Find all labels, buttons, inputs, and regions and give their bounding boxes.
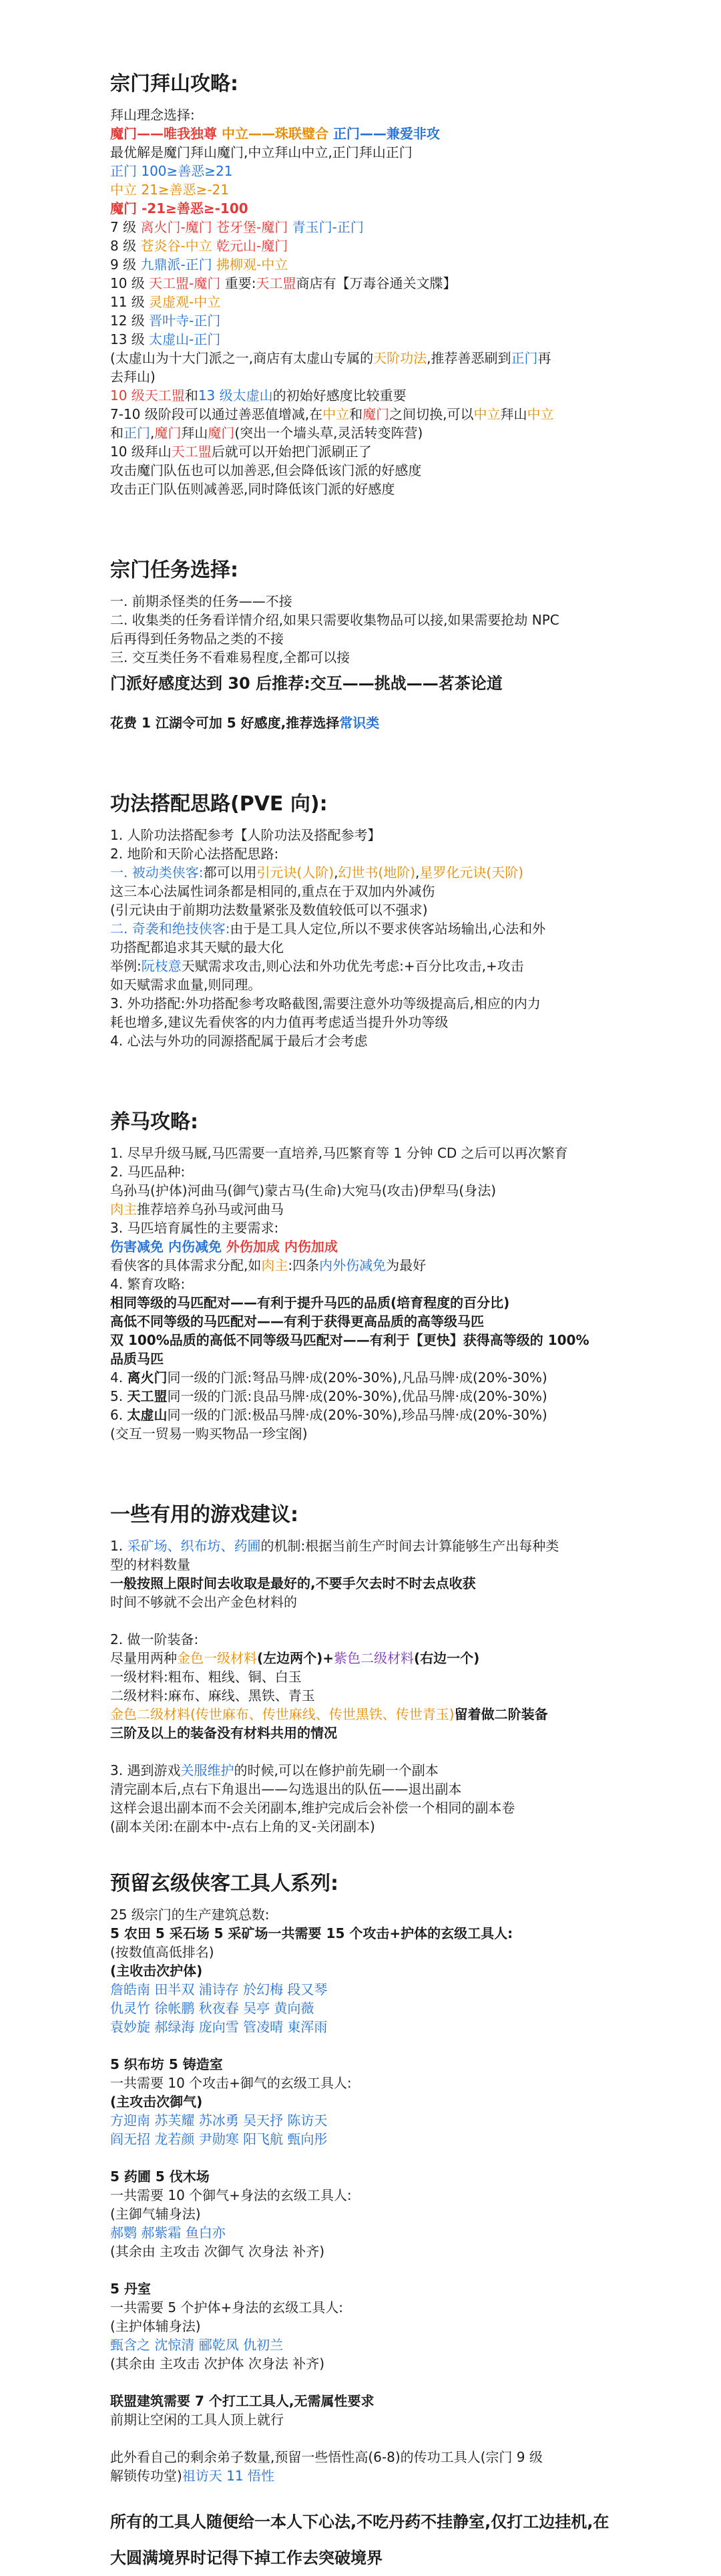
sect-horse-title: 养马攻略: — [110, 1110, 198, 1134]
text-line: 一共需要 10 个攻击+御气的玄级工具人: — [110, 2075, 352, 2091]
text-segment: 中立——珠联璧合 — [221, 126, 328, 142]
text-segment: 外伤加成 内伤加成 — [221, 1239, 338, 1255]
text-segment: 青玉门-正门 — [288, 219, 364, 235]
text-segment — [217, 126, 222, 142]
rich-line — [110, 1406, 621, 1424]
text-line: 25 级宗门的生产建筑总数: — [110, 1907, 270, 1923]
text-line: 高低不同等级的马匹配对——有利于获得更高品质的高等级马匹 — [110, 1313, 484, 1329]
text-line: (引元诀由于前期功法数量紧张及数值较低可以不强求) — [110, 902, 428, 918]
text-segment: 留着做二阶装备 — [454, 1706, 548, 1722]
rich-line — [110, 1537, 621, 1555]
text-segment: 金色二级材料(传世麻布、传世麻线、传世黑铁、传世青玉) — [110, 1706, 455, 1722]
text-segment: 太虚山 — [127, 1407, 168, 1423]
text-line: 一般按照上限时间去收取是最好的,不要手欠去时不时去点收获 — [110, 1575, 476, 1591]
rich-line — [110, 330, 621, 349]
text-segment: 紫色二级材料 — [334, 1650, 415, 1666]
text-segment: 一. 被动类侠客: — [110, 864, 204, 880]
rich-line — [110, 274, 621, 293]
text-segment: 离火门-魔门 — [140, 219, 212, 235]
text-segment: 10 级拜山 — [110, 444, 172, 460]
text-segment: 的初始好感度比较重要 — [272, 387, 407, 404]
text-segment: 1. — [110, 1538, 128, 1554]
rich-line — [110, 218, 621, 236]
text-segment: (左边两个)+ — [257, 1650, 334, 1666]
rich-line — [110, 124, 621, 143]
text-segment: 天阶功法 — [373, 350, 427, 366]
rich-line — [110, 2466, 621, 2485]
text-segment: 的机制:根据当前生产时间去计算能够生产出每种类 — [260, 1538, 559, 1554]
text-segment: 魔门 — [363, 406, 390, 422]
rich-line — [110, 424, 621, 442]
name-list: 仇灵竹 徐帐鹏 秋夜春 吴亭 黄向薇 — [110, 2000, 314, 2016]
text-line: (按数值高低排名) — [110, 1944, 214, 1960]
text-segment: 之间切换,可以 — [389, 406, 474, 422]
rich-line — [110, 1705, 621, 1724]
text-line: 最优解是魔门拜山魔门,中立拜山中立,正门拜山正门 — [110, 144, 413, 160]
rich-line — [110, 713, 621, 732]
text-line: 型的材料数量 — [110, 1557, 190, 1573]
text-segment: 苍炎谷-中立 — [140, 238, 212, 254]
text-segment: 天工盟-魔门 — [149, 275, 221, 291]
text-line: 正门 100≥善恶≥21 — [110, 163, 233, 179]
text-line: 品质马匹 — [110, 1351, 164, 1367]
text-line: 乌孙马(护体)河曲马(御气)蒙古马(生命)大宛马(攻击)伊犁马(身法) — [110, 1182, 497, 1198]
text-line: 一级材料:粗布、粗线、铜、白玉 — [110, 1669, 302, 1685]
text-line: 4. 繁育攻略: — [110, 1276, 186, 1292]
text-line: (其余由 主攻击 次护体 次身法 补齐) — [110, 2356, 325, 2372]
text-line: 3. 外功搭配:外功搭配参考攻略截图,需要注意外功等级提高后,相应的内力 — [110, 995, 541, 1011]
text-segment: 同一级的门派:弩品马牌·成(20%-30%),凡品马牌·成(20%-30%) — [167, 1370, 547, 1386]
rich-line — [110, 1368, 621, 1387]
text-line: 这样会退出副本而不会关闭副本,维护完成后会补偿一个相同的副本卷 — [110, 1800, 515, 1816]
text-line: 三. 交互类任务不看难易程度,全都可以接 — [110, 649, 350, 665]
text-segment: 九鼎派-正门 — [140, 257, 212, 273]
text-line: 时间不够就不会出产金色材料的 — [110, 1594, 297, 1610]
text-line: (其余由 主攻击 次御气 次身法 补齐) — [110, 2243, 325, 2259]
text-line: 攻击正门队伍则减善恶,同时降低该门派的好感度 — [110, 481, 395, 497]
text-line: 一共需要 10 个御气+身法的玄级工具人: — [110, 2187, 352, 2203]
rich-line — [110, 1237, 621, 1256]
text-line: (交互一贸易一购买物品一珍宝阁) — [110, 1426, 308, 1442]
text-line: (主御气辅身法) — [110, 2206, 201, 2222]
text-segment: 都可以用 — [203, 864, 257, 880]
text-line: 4. 心法与外功的同源搭配属于最后才会考虑 — [110, 1033, 368, 1049]
text-segment: 推荐培养乌孙马或河曲马 — [137, 1201, 284, 1217]
text-segment: (太虚山为十大门派之一,商店有太虚山专属的 — [110, 350, 374, 366]
rich-line — [110, 311, 621, 330]
text-line: 门派好感度达到 30 后推荐:交互——挑战——茗茶论道 — [110, 674, 503, 693]
text-segment — [328, 126, 333, 142]
text-segment: 阮枝意 — [141, 958, 182, 974]
text-segment: 离火门 — [127, 1370, 168, 1386]
rich-line — [110, 1256, 621, 1275]
sect-quest-title: 宗门任务选择: — [110, 558, 238, 582]
text-segment: 和 — [349, 406, 363, 422]
text-segment: 花费 1 江湖令可加 5 好感度,推荐选择 — [110, 715, 340, 731]
text-segment: 伤害减免 内伤减免 — [110, 1239, 222, 1255]
text-segment: , — [150, 425, 155, 441]
text-segment: 同一级的门派:良品马牌·成(20%-30%),优品马牌·成(20%-30%) — [167, 1388, 547, 1404]
text-segment: 13 级 — [110, 331, 150, 347]
rich-line — [110, 1200, 621, 1219]
name-list: 阎无招 龙若颜 尹勋寒 阳飞航 甄向彤 — [110, 2131, 328, 2147]
text-line: 三阶及以上的装备没有材料共用的情况 — [110, 1725, 337, 1741]
text-segment: 天工盟 — [171, 444, 212, 460]
rich-line — [110, 1387, 621, 1406]
text-segment: 内外伤减免 — [319, 1257, 387, 1273]
rich-line — [110, 386, 621, 405]
sect-tips-title: 一些有用的游戏建议: — [110, 1503, 298, 1526]
text-line: 3. 马匹培育属性的主要需求: — [110, 1220, 279, 1236]
sect-workers-title: 预留玄级侠客工具人系列: — [110, 1872, 338, 1895]
text-segment: 苍牙堡-魔门 — [212, 219, 288, 235]
text-line: 2. 马匹品种: — [110, 1164, 186, 1180]
text-segment: 正门——兼爱非攻 — [332, 126, 440, 142]
text-line: 此外看自己的剩余弟子数量,预留一些悟性高(6-8)的传功工具人(宗门 9 级 — [110, 2449, 543, 2465]
text-segment: 魔门 — [208, 425, 235, 441]
name-list: 郝鹦 郝紫霜 鱼白亦 — [110, 2225, 226, 2241]
text-segment: 同一级的门派:极品马牌·成(20%-30%),珍品马牌·成(20%-30%) — [167, 1407, 547, 1423]
text-line: 耗也增多,建议先看侠客的内力值再考虑适当提升外功等级 — [110, 1014, 449, 1030]
text-segment: 肉主 — [110, 1201, 137, 1217]
rich-line — [110, 405, 621, 424]
text-segment: 灵虚观-中立 — [149, 294, 221, 310]
text-segment: 拂柳观-中立 — [212, 257, 288, 273]
text-line: 拜山理念选择: — [110, 107, 195, 123]
text-segment: (右边一个) — [414, 1650, 480, 1666]
text-segment: 金色一级材料 — [177, 1650, 257, 1666]
text-line: 1. 人阶功法搭配参考【人阶功法及搭配参考】 — [110, 827, 381, 843]
text-segment: 3. 遇到游戏 — [110, 1762, 181, 1778]
text-line: 魔门 -21≥善恶≥-100 — [110, 200, 248, 216]
text-segment: 12 级 — [110, 313, 150, 329]
text-line: (主攻击次御气) — [110, 2094, 203, 2110]
rich-line — [110, 293, 621, 311]
sect-pilgrimage-title: 宗门拜山攻略: — [110, 72, 238, 96]
text-segment: 由于是工具人定位,所以不要求侠客站场输出,心法和外 — [230, 921, 546, 937]
text-line: 5 药圃 5 伐木场 — [110, 2168, 210, 2185]
text-segment: 天工盟 — [256, 275, 296, 291]
text-line: 联盟建筑需要 7 个打工工具人,无需属性要求 — [110, 2393, 375, 2409]
text-segment: 7-10 级阶段可以通过善恶值增减,在 — [110, 406, 323, 422]
text-line: 5 织布坊 5 铸造室 — [110, 2056, 223, 2072]
text-segment: , — [334, 864, 338, 880]
text-segment: 天赋需求攻击,则心法和外功优先考虑:+百分比攻击,+攻击 — [181, 958, 524, 974]
name-list: 詹皓南 田半双 浦诗存 於幻梅 段又琴 — [110, 1981, 328, 1997]
text-line: 如天赋需求血量,则同理。 — [110, 977, 262, 993]
rich-line — [110, 236, 621, 255]
text-segment: 的时候,可以在修护前先刷一个副本 — [234, 1762, 439, 1778]
text-line: 一. 前期杀怪类的任务——不接 — [110, 593, 292, 609]
text-segment: 7 级 — [110, 219, 141, 235]
rich-line — [110, 919, 621, 938]
text-segment: 拜山 — [500, 406, 527, 422]
text-line: 清完副本后,点右下角退出——勾选退出的队伍——退出副本 — [110, 1781, 462, 1797]
text-segment: 尽量用两种 — [110, 1650, 177, 1666]
text-segment: 拜山 — [181, 425, 208, 441]
text-segment: 中立 — [322, 406, 350, 422]
text-line: 二级材料:麻布、麻线、黑铁、青玉 — [110, 1687, 315, 1704]
text-segment: 中立 — [527, 406, 554, 422]
text-segment: 和 — [184, 387, 198, 404]
text-segment: 二. 奇袭和绝技侠客: — [110, 921, 230, 937]
text-segment: 天工盟 — [127, 1388, 168, 1404]
text-segment: 13 级太虚山 — [198, 387, 273, 404]
text-line: (主护体辅身法) — [110, 2318, 201, 2334]
text-line: 5 丹室 — [110, 2281, 151, 2297]
text-segment: 举例: — [110, 958, 142, 974]
text-segment: 太虚山-正门 — [149, 331, 221, 347]
text-segment: 正门 — [511, 350, 538, 366]
text-line: 功搭配都追求其天赋的最大化 — [110, 939, 284, 955]
text-segment: 幻世书(地阶) — [338, 864, 416, 880]
text-segment: (突出一个墙头草,灵活转变阵营) — [234, 425, 423, 441]
text-line: 双 100%品质的高低不同等级马匹配对——有利于【更快】获得高等级的 100% — [110, 1332, 589, 1348]
text-segment: ,推荐善恶刷到 — [427, 350, 511, 366]
text-line: 去拜山) — [110, 369, 156, 385]
text-segment: 和 — [110, 425, 124, 441]
text-line: 2. 地阶和天阶心法搭配思路: — [110, 846, 279, 862]
rich-line — [110, 255, 621, 274]
text-segment: 4. — [110, 1370, 128, 1386]
text-line: 2. 做一阶装备: — [110, 1631, 199, 1647]
text-line: 二. 收集类的任务看详情介绍,如果只需要收集物品可以接,如果需要抢劫 NPC — [110, 612, 559, 628]
rich-line — [110, 442, 621, 461]
text-segment: 肉主 — [261, 1257, 288, 1273]
name-list: 甄含之 沈惊清 郦乾凤 仇初兰 — [110, 2337, 284, 2353]
text-segment: 10 级 — [110, 275, 150, 291]
text-segment: 后就可以开始把门派刷正了 — [211, 444, 372, 460]
text-segment: 魔门 — [154, 425, 182, 441]
text-segment: 看侠客的具体需求分配,如 — [110, 1257, 262, 1273]
text-segment: , — [415, 864, 420, 880]
text-segment: 商店有【万毒谷通关文牒】 — [296, 275, 457, 291]
text-segment: 重要: — [220, 275, 256, 291]
text-line: 后再得到任务物品之类的不接 — [110, 631, 284, 647]
rich-line — [110, 957, 621, 975]
text-segment: 5. — [110, 1388, 128, 1404]
text-segment: 解锁传功堂) — [110, 2468, 182, 2484]
text-line: 一共需要 5 个护体+身法的玄级工具人: — [110, 2299, 343, 2315]
rich-line — [110, 1649, 621, 1667]
text-segment: 引元诀(人阶) — [256, 864, 334, 880]
text-segment: 乾元山-魔门 — [212, 238, 288, 254]
text-line: 中立 21≥善恶≥-21 — [110, 182, 229, 198]
text-line: 这三本心法属性词条都是相同的,重点在于双加内外减伤 — [110, 883, 435, 899]
text-segment: 11 级 — [110, 294, 150, 310]
text-segment: 正门 — [124, 425, 150, 441]
rich-line — [110, 1761, 621, 1780]
text-segment: 祖访天 11 悟性 — [182, 2468, 274, 2484]
text-segment: 星罗化元诀(天阶) — [419, 864, 523, 880]
text-segment: 8 级 — [110, 238, 141, 254]
name-list: 方迎南 苏芙耀 苏冰勇 吴天抒 陈访天 — [110, 2112, 328, 2128]
text-segment: 6. — [110, 1407, 128, 1423]
text-line: 1. 尽早升级马厩,马匹需要一直培养,马匹繁育等 1 分钟 CD 之后可以再次繁育 — [110, 1145, 568, 1161]
text-segment: 为最好 — [386, 1257, 427, 1273]
text-segment: 9 级 — [110, 257, 141, 273]
text-segment: 再 — [537, 350, 551, 366]
text-line: 攻击魔门队伍也可以加善恶,但会降低该门派的好感度 — [110, 462, 422, 478]
text-segment: 常识类 — [339, 715, 380, 731]
text-line: (副本关闭:在副本中-点右上角的叉-关闭副本) — [110, 1818, 375, 1834]
name-list: 袁妙旋 郝绿海 庞向雪 管凌晴 東浑雨 — [110, 2019, 328, 2035]
text-segment: 关服维护 — [180, 1762, 234, 1778]
rich-line — [110, 349, 621, 367]
text-line: 相同等级的马匹配对——有利于提升马匹的品质(培育程度的百分比) — [110, 1295, 510, 1311]
text-segment: :四条 — [288, 1257, 320, 1273]
text-line: (主收击次护体) — [110, 1963, 203, 1979]
text-segment: 晋叶寺-正门 — [149, 313, 221, 329]
text-line: 5 农田 5 采石场 5 采矿场一共需要 15 个攻击+护体的玄级工具人: — [110, 1925, 513, 1941]
text-segment: 采矿场、织布坊、药圃 — [127, 1538, 261, 1554]
text-line: 前期让空闲的工具人顶上就行 — [110, 2412, 284, 2428]
text-segment: 中立 — [473, 406, 501, 422]
text-segment: 魔门——唯我独尊 — [110, 126, 217, 142]
text-segment: 10 级天工盟 — [110, 387, 185, 404]
rich-line — [110, 863, 621, 882]
closing-note: 所有的工具人随便给一本人下心法,不吃丹药不挂静室,仅打工边挂机,在大圆满境界时记得下掉工作去突破境界 — [110, 2513, 610, 2567]
sect-skills-title: 功法搭配思路(PVE 向): — [110, 792, 328, 816]
